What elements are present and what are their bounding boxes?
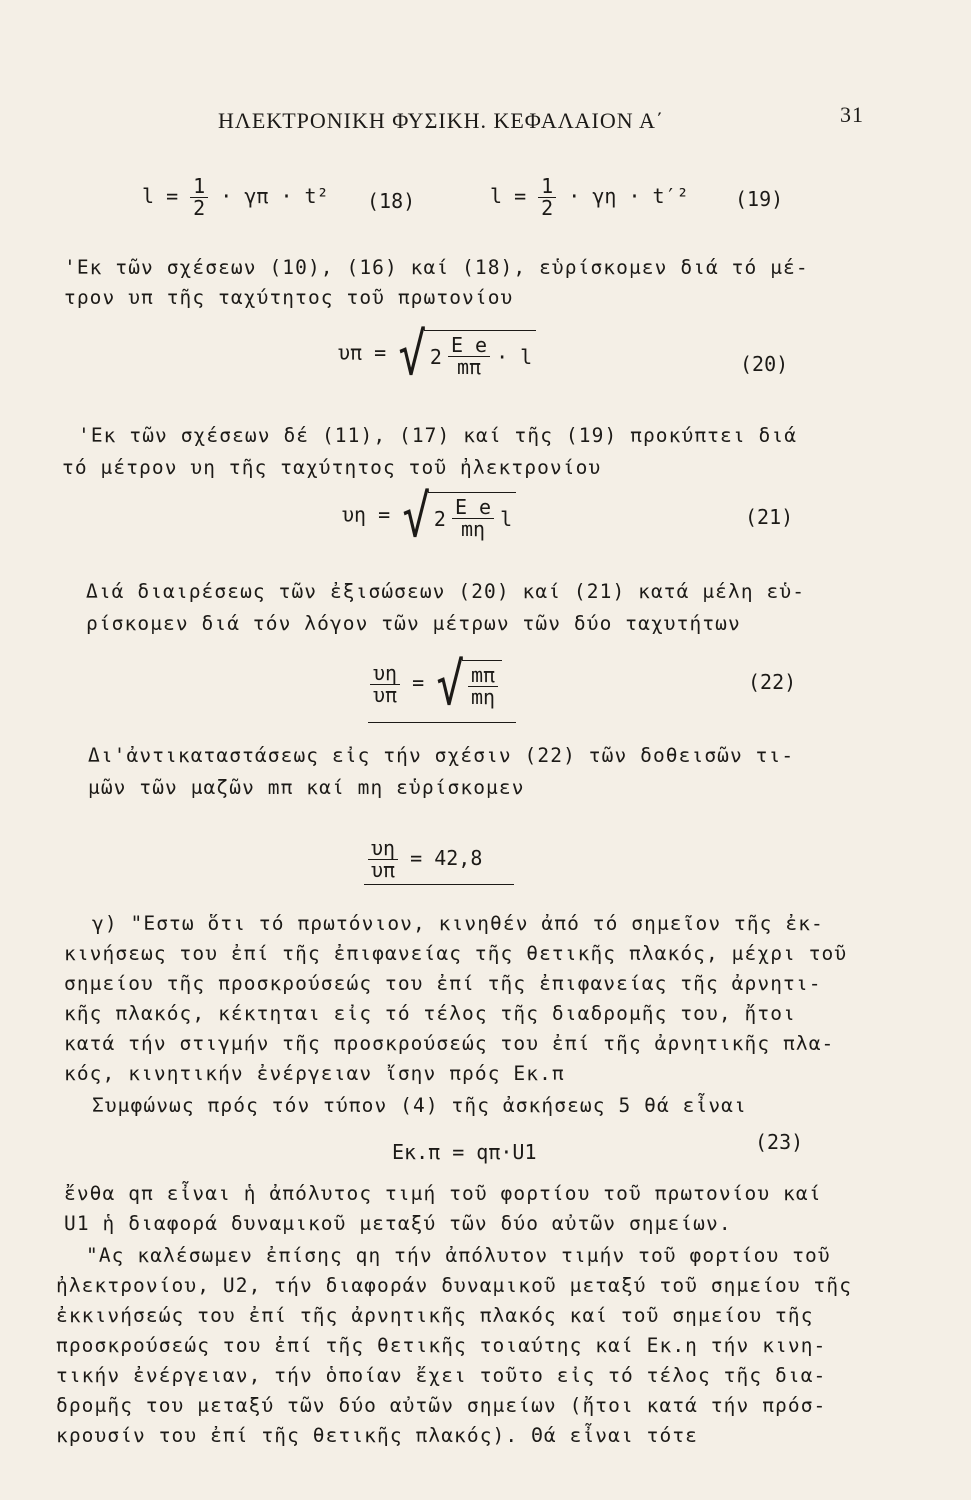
paragraph-5-line-7: Συμφώνως πρός τόν τύπον (4) τῆς ἀσκήσεως 5 θά εἶναι — [92, 1094, 747, 1117]
paragraph-3-line-1: Διά διαιρέσεως τῶν ἐξισώσεων (20) καί (21) κατά μέλη εὑ- — [86, 580, 806, 603]
paragraph-6-line-2: U1 ἡ διαφορά δυναμικοῦ μεταξύ τῶν δύο αὐτῶν σημείων. — [64, 1212, 732, 1235]
paragraph-2-line-2: τό μέτρον υη τῆς ταχύτητος τοῦ ἠλεκτρονίου — [62, 456, 602, 479]
equation-22: $\frac{\upsilon\eta}{\upsilon\pi}$ = √ $\frac{m\pi}{m\eta}$ — [370, 660, 502, 708]
paragraph-4-line-2: μῶν τῶν μαζῶν mπ καί mη εὑρίσκομεν — [88, 776, 525, 799]
equation-19: l = $\frac{1}{2}$ · γη · t′² — [490, 174, 689, 220]
paragraph-5-line-5: κατά τήν στιγμήν τῆς προσκρούσεώς του ἐπί τῆς ἀρνητικῆς πλα- — [64, 1032, 835, 1055]
paragraph-5-line-3: σημείου τῆς προσκρούσεώς του ἐπί τῆς ἐπιφανείας τῆς ἀρνητι- — [64, 972, 822, 995]
paragraph-7-line-2: ἠλεκτρονίου, U2, τήν διαφοράν δυναμικοῦ μεταξύ τοῦ σημείου τῆς — [56, 1274, 853, 1297]
paragraph-6-line-1: ἔνθα qπ εἶναι ἡ ἀπόλυτος τιμή τοῦ φορτίου τοῦ πρωτονίου καί — [64, 1182, 822, 1205]
paragraph-7-line-3: ἐκκινήσεώς του ἐπί τῆς ἀρνητικῆς πλακός καί τοῦ σημείου τῆς — [56, 1304, 814, 1327]
paragraph-5-line-2: κινήσεως του ἐπί τῆς ἐπιφανείας τῆς θετικῆς πλακός, μέχρι τοῦ — [64, 942, 848, 965]
paragraph-5-line-4: κῆς πλακός, κέκτηται εἰς τό τέλος τῆς διαδρομῆς του, ἤτοι — [64, 1002, 796, 1025]
paragraph-5-line-1: γ) "Εστω ὅτι τό πρωτόνιον, κινηθέν ἀπό τό σημεῖον τῆς ἐκ- — [92, 912, 824, 935]
equation-21-label: (21) — [745, 505, 794, 529]
equation-22-underline — [368, 722, 516, 723]
equation-20: υπ = √ 2 $\frac{\text{E e}}{m\pi}$ · l — [338, 330, 536, 378]
paragraph-7-line-1: "Ας καλέσωμεν ἐπίσης qη τήν ἀπόλυτον τιμήν τοῦ φορτίου τοῦ — [86, 1244, 831, 1267]
paragraph-1-line-1: 'Εκ τῶν σχέσεων (10), (16) καί (18), εὑρίσκομεν διά τό μέ- — [64, 256, 809, 279]
equation-21: υη = √ 2 $\frac{\text{E e}}{m\eta}$ l — [342, 492, 516, 540]
equation-18-label: (18) — [367, 189, 416, 213]
paragraph-5-line-6: κός, κινητικήν ἐνέργειαν ἴσην πρός Eκ.π — [64, 1062, 565, 1085]
paragraph-7-line-7: κρουσίν του ἐπί τῆς θετικῆς πλακός). Θά εἶναι τότε — [56, 1424, 698, 1447]
equation-19-label: (19) — [735, 187, 784, 211]
equation-23-label: (23) — [755, 1130, 804, 1154]
equation-20-label: (20) — [740, 352, 789, 376]
equation-18: l = $\frac{1}{2}$ · γπ · t² — [142, 174, 329, 220]
paragraph-3-line-2: ρίσκομεν διά τόν λόγον τῶν μέτρων τῶν δύο ταχυτήτων — [86, 612, 741, 635]
paragraph-2-line-1: 'Εκ τῶν σχέσεων δέ (11), (17) καί τῆς (19) προκύπτει διά — [78, 424, 798, 447]
paragraph-1-line-2: τρον υπ τῆς ταχύτητος τοῦ πρωτονίου — [64, 286, 514, 309]
equation-23: Eκ.π = qπ·U1 — [392, 1140, 537, 1164]
paragraph-7-line-6: δρομῆς του μεταξύ τῶν δύο αὐτῶν σημείων (ἤτοι κατά τήν πρόσ- — [56, 1394, 827, 1417]
paragraph-7-line-5: τικήν ἐνέργειαν, τήν ὁποίαν ἔχει τοῦτο εἰς τό τέλος τῆς δια- — [56, 1364, 827, 1387]
equation-22-label: (22) — [748, 670, 797, 694]
running-header: ΗΛΕΚΤΡΟΝΙΚΗ ΦΥΣΙΚΗ. ΚΕΦΑΛΑΙΟΝ Α΄ — [218, 108, 665, 133]
paragraph-4-line-1: Δι'ἀντικαταστάσεως εἰς τήν σχέσιν (22) τῶν δοθεισῶν τι- — [88, 744, 795, 767]
page-number: 31 — [840, 102, 864, 127]
result-underline — [364, 884, 514, 885]
paragraph-7-line-4: προσκρούσεώς του ἐπί τῆς θετικῆς τοιαύτης καί Eκ.η τήν κινη- — [56, 1334, 827, 1357]
velocity-ratio-result: $\frac{\upsilon\eta}{\upsilon\pi}$ = 42,8 — [368, 838, 482, 881]
